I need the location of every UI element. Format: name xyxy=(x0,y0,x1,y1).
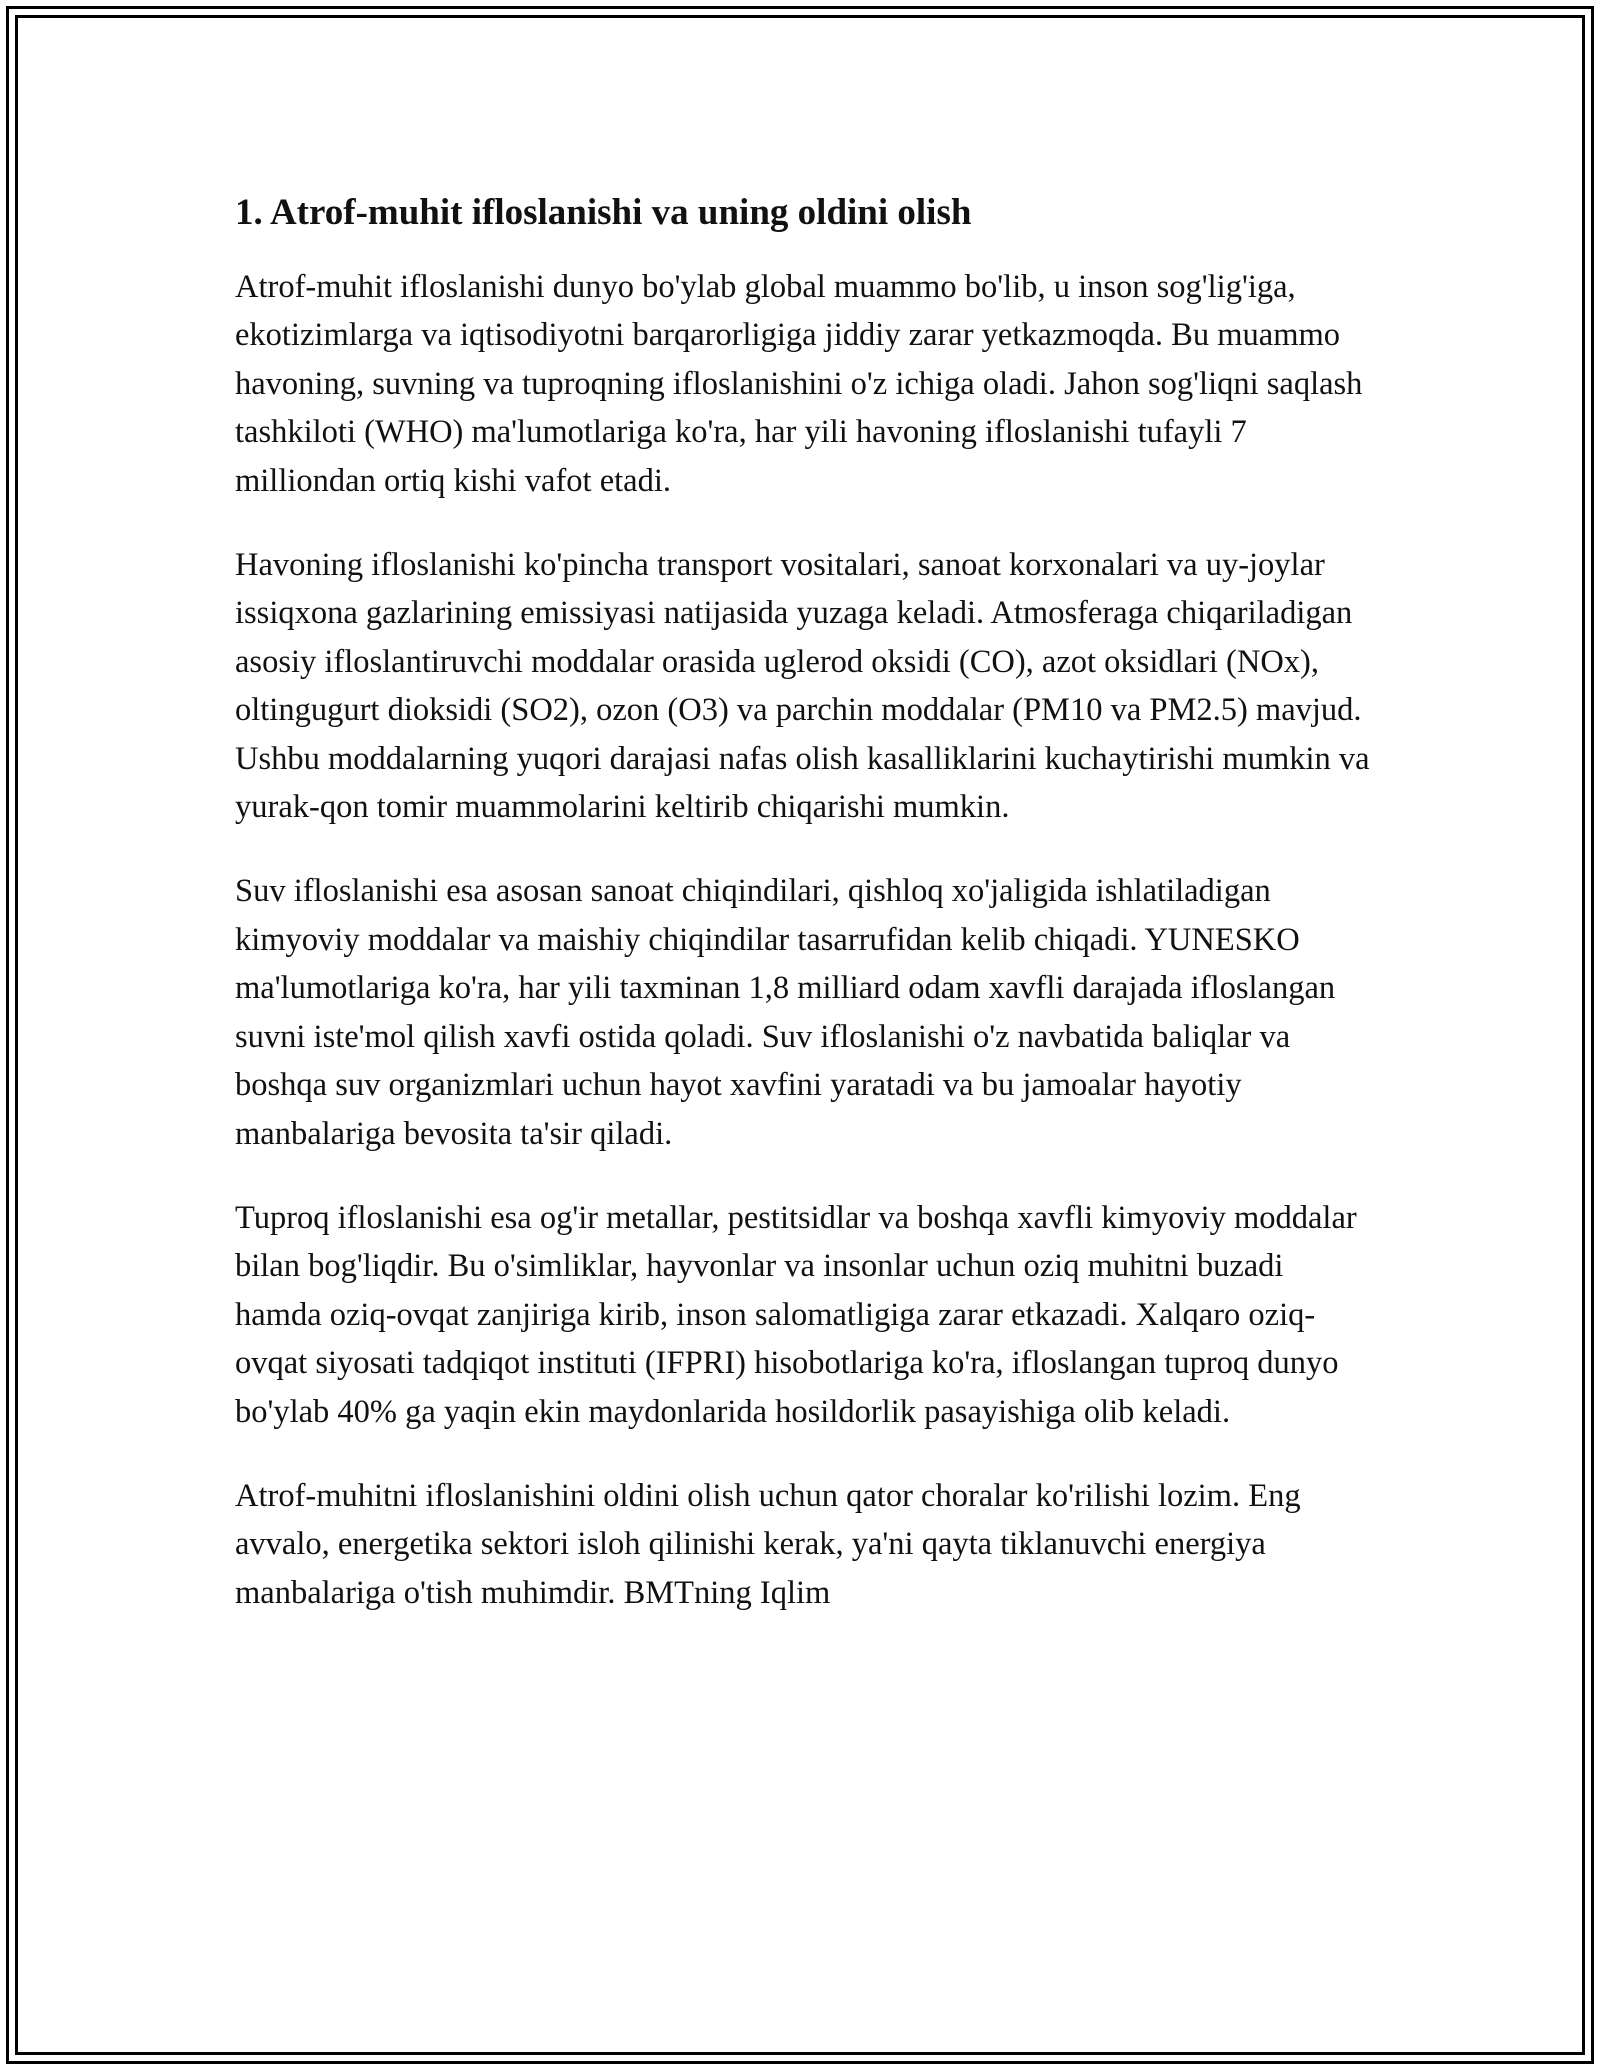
paragraph-intro: Atrof-muhit ifloslanishi dunyo bo'ylab global muammo bo'lib, u inson sog'lig'iga, ekotizimlarga va iqtisodiyotni barqarorligiga jiddiy zarar yetkazmoqda. Bu muammo havoning, suvning va tuproqning ifloslanishini o'z ichiga oladi. Jahon sog'liqni saqlash tashkiloti (WHO) ma'lumotlariga ko'ra, har yili havoning ifloslanishi tufayli 7 milliondan ortiq kishi vafot etadi. xyxy=(235,269,1363,499)
paragraph-air-pollution: Havoning ifloslanishi ko'pincha transport vositalari, sanoat korxonalari va uy-joylar issiqxona gazlarining emissiyasi natijasida yuzaga keladi. Atmosferaga chiqariladigan asosiy ifloslantiruvchi moddalar orasida uglerod oksidi (CO), azot oksidlari (NOx), oltingugurt dioksidi (SO2), ozon (O3) va parchin moddalar (PM10 va PM2.5) mavjud. Ushbu moddalarning yuqori darajasi nafas olish kasalliklarini kuchaytirishi mumkin va yurak-qon tomir muammolarini keltirib chiqarishi mumkin. xyxy=(235,547,1370,826)
paragraph-prevention: Atrof-muhitni ifloslanishini oldini olish uchun qator choralar ko'rilishi lozim. Eng avvalo, energetika sektori isloh qilinishi kerak, ya'ni qayta tiklanuvchi energiya manbalariga o'tish muhimdir. BMTning Iqlim xyxy=(235,1477,1301,1611)
paragraph-water-pollution: Suv ifloslanishi esa asosan sanoat chiqindilari, qishloq xo'jaligida ishlatiladigan kimyoviy moddalar va maishiy chiqindilar tasarrufidan kelib chiqadi. YUNESKO ma'lumotlariga ko'ra, har yili taxminan 1,8 milliard odam xavfli darajada ifloslangan suvni iste'mol qilish xavfi ostida qoladi. Suv ifloslanishi o'z navbatida baliqlar va boshqa suv organizmlari uchun hayot xavfini yaratadi va bu jamoalar hayotiy manbalariga bevosita ta'sir qiladi. xyxy=(235,873,1336,1152)
document-body xyxy=(235,185,1375,1653)
paragraph-soil-pollution: Tuproq ifloslanishi esa og'ir metallar, pestitsidlar va boshqa xavfli kimyoviy moddalar bilan bog'liqdir. Bu o'simliklar, hayvonlar va insonlar uchun oziq muhitni buzadi hamda oziq-ovqat zanjiriga kirib, inson salomatligiga zarar etkazadi. Xalqaro oziq-ovqat siyosati tadqiqot instituti (IFPRI) hisobotlariga ko'ra, ifloslangan tuproq dunyo bo'ylab 40% ga yaqin ekin maydonlarida hosildorlik pasayishiga olib keladi. xyxy=(235,1199,1357,1430)
section-heading: 1. Atrof-muhit ifloslanishi va uning oldini olish xyxy=(235,192,972,233)
